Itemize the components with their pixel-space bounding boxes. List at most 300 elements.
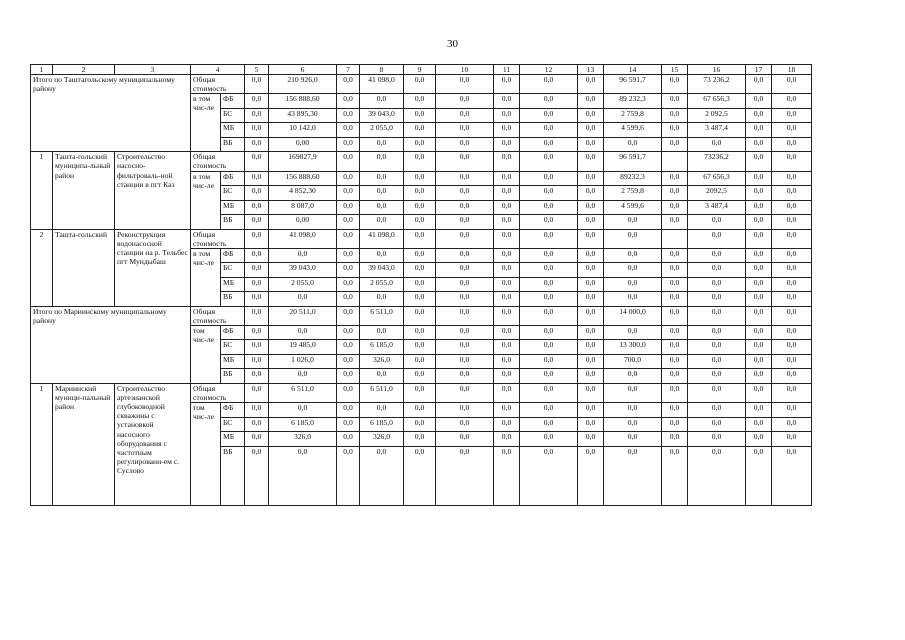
value-cell: 0,0 — [337, 325, 360, 340]
value-cell: 0,0 — [772, 277, 812, 292]
value-cell: 0,0 — [772, 354, 812, 369]
value-cell: 0,0 — [337, 215, 360, 230]
value-cell: 0,0 — [404, 123, 436, 138]
value-cell: 2 759,8 — [604, 108, 662, 123]
object-row — [31, 229, 812, 248]
value-cell: 0,0 — [662, 108, 688, 123]
value-cell: 67 656,3 — [688, 171, 746, 186]
value-cell: 0,0 — [520, 277, 578, 292]
value-cell: 0,0 — [520, 325, 578, 340]
value-cell: 0,0 — [337, 171, 360, 186]
value-cell: 0,0 — [404, 417, 436, 432]
value-cell: 0,0 — [245, 432, 269, 447]
page-number: 30 — [447, 38, 458, 50]
value-cell: 0,0 — [688, 306, 746, 325]
value-cell: 0,0 — [337, 403, 360, 418]
value-cell: 326,0 — [360, 432, 404, 447]
funding-source-code: МБ — [221, 432, 245, 447]
value-cell: 0,0 — [746, 263, 772, 278]
funding-source-code: ВБ — [221, 215, 245, 230]
value-cell: 0,0 — [494, 306, 520, 325]
value-cell: 0,0 — [662, 186, 688, 201]
value-cell: 0,0 — [337, 152, 360, 171]
value-cell: 0,0 — [245, 369, 269, 384]
value-cell: 0,00 — [269, 137, 337, 152]
value-cell: 0,0 — [520, 383, 578, 402]
value-cell: 0,0 — [404, 137, 436, 152]
value-cell: 0,0 — [746, 354, 772, 369]
value-cell: 0,0 — [578, 277, 604, 292]
value-cell: 0,0 — [404, 292, 436, 307]
value-cell: 0,0 — [360, 186, 404, 201]
including-label: в том чис-ле — [191, 171, 221, 229]
value-cell: 0,0 — [772, 200, 812, 215]
district-total-row — [31, 306, 812, 325]
value-cell: 6 185,0 — [360, 340, 404, 355]
value-cell: 0,0 — [688, 403, 746, 418]
value-cell: 0,0 — [772, 186, 812, 201]
value-cell: 0,0 — [404, 369, 436, 384]
value-cell: 0,0 — [245, 94, 269, 109]
value-cell: 0,0 — [245, 383, 269, 402]
budget-table — [30, 64, 812, 506]
value-cell: 2 759,8 — [604, 186, 662, 201]
value-cell: 0,0 — [360, 446, 404, 505]
value-cell: 0,0 — [337, 137, 360, 152]
value-cell: 3 487,4 — [688, 200, 746, 215]
value-cell: 0,0 — [662, 215, 688, 230]
value-cell: 0,0 — [662, 354, 688, 369]
value-cell: 0,0 — [662, 369, 688, 384]
value-cell: 0,0 — [245, 123, 269, 138]
value-cell: 0,0 — [746, 432, 772, 447]
value-cell: 0,0 — [604, 403, 662, 418]
funding-source-code: ФБ — [221, 94, 245, 109]
value-cell: 0,0 — [662, 123, 688, 138]
object-description: Строительство артезианской глубоководной скважины с установкой насосного оборудования с частотным регулировани-ем с. Суслово — [115, 383, 191, 505]
value-cell: 0,0 — [688, 325, 746, 340]
value-cell: 0,0 — [772, 152, 812, 171]
value-cell: 0,00 — [269, 215, 337, 230]
value-cell: 89 232,3 — [604, 94, 662, 109]
value-cell: 0,0 — [494, 325, 520, 340]
value-cell: 0,0 — [578, 171, 604, 186]
value-cell: 0,0 — [520, 137, 578, 152]
value-cell: 41 098,0 — [360, 75, 404, 94]
column-header: 6 — [269, 65, 337, 75]
value-cell: 0,0 — [337, 229, 360, 248]
value-cell: 0,0 — [662, 306, 688, 325]
value-cell: 0,0 — [662, 248, 688, 263]
value-cell: 0,0 — [436, 108, 494, 123]
value-cell: 0,0 — [662, 263, 688, 278]
column-header: 2 — [53, 65, 115, 75]
column-header: 18 — [772, 65, 812, 75]
value-cell: 0,0 — [520, 215, 578, 230]
value-cell: 0,0 — [520, 108, 578, 123]
value-cell: 0,0 — [494, 94, 520, 109]
value-cell: 0,0 — [772, 292, 812, 307]
district-total-row — [31, 75, 812, 94]
funding-source-code: ФБ — [221, 403, 245, 418]
value-cell: 0,0 — [772, 229, 812, 248]
value-cell: 0,0 — [746, 277, 772, 292]
value-cell: 0,0 — [772, 432, 812, 447]
value-cell: 0,0 — [404, 108, 436, 123]
value-cell: 0,0 — [746, 369, 772, 384]
value-cell: 0,0 — [662, 432, 688, 447]
object-district: Ташта-гольский муниципа-льный район — [53, 152, 115, 229]
column-header: 13 — [578, 65, 604, 75]
value-cell: 96 591,7 — [604, 152, 662, 171]
value-cell: 0,0 — [404, 229, 436, 248]
value-cell: 0,0 — [404, 432, 436, 447]
value-cell: 0,0 — [436, 123, 494, 138]
value-cell: 0,0 — [360, 171, 404, 186]
object-row — [31, 152, 812, 171]
value-cell: 0,0 — [245, 137, 269, 152]
value-cell: 0,0 — [404, 403, 436, 418]
column-header: 12 — [520, 65, 578, 75]
funding-source-code: БС — [221, 340, 245, 355]
funding-source-code: МБ — [221, 123, 245, 138]
value-cell: 0,0 — [436, 229, 494, 248]
value-cell: 0,0 — [404, 215, 436, 230]
value-cell: 0,0 — [746, 94, 772, 109]
value-cell: 0,0 — [578, 354, 604, 369]
value-cell: 0,0 — [494, 123, 520, 138]
value-cell: 0,0 — [337, 340, 360, 355]
value-cell: 0,0 — [662, 417, 688, 432]
value-cell: 0,0 — [337, 417, 360, 432]
object-district: Ташта-гольский — [53, 229, 115, 306]
object-number: 1 — [31, 152, 53, 229]
value-cell: 0,0 — [337, 277, 360, 292]
object-district: Мариинский муници-пальный район — [53, 383, 115, 505]
funding-source-code: БС — [221, 108, 245, 123]
value-cell: 0,0 — [604, 432, 662, 447]
value-cell: 0,0 — [772, 75, 812, 94]
funding-source-code: БС — [221, 263, 245, 278]
value-cell: 0,0 — [245, 417, 269, 432]
value-cell: 0,0 — [337, 354, 360, 369]
funding-source-code: ФБ — [221, 248, 245, 263]
object-description: Строительство насосно-фильтроваль-ной станции в пгт Каз — [115, 152, 191, 229]
value-cell: 2 055,0 — [269, 277, 337, 292]
value-cell: 0,0 — [688, 263, 746, 278]
value-cell: 0,0 — [520, 248, 578, 263]
value-cell: 0,0 — [404, 263, 436, 278]
value-cell: 0,0 — [494, 75, 520, 94]
value-cell: 0,0 — [746, 417, 772, 432]
value-cell: 67 656,3 — [688, 94, 746, 109]
value-cell: 0,0 — [772, 263, 812, 278]
value-cell: 0,0 — [404, 75, 436, 94]
value-cell: 0,0 — [436, 417, 494, 432]
value-cell: 0,0 — [772, 137, 812, 152]
value-cell: 6 511,0 — [360, 306, 404, 325]
value-cell: 0,0 — [578, 340, 604, 355]
value-cell: 0,0 — [746, 123, 772, 138]
value-cell: 0,0 — [772, 369, 812, 384]
value-cell: 0,0 — [662, 200, 688, 215]
value-cell: 0,0 — [494, 137, 520, 152]
value-cell: 0,0 — [520, 152, 578, 171]
value-cell: 0,0 — [662, 292, 688, 307]
including-label: в том чис-ле — [191, 94, 221, 152]
value-cell: 0,0 — [494, 417, 520, 432]
value-cell: 0,0 — [662, 137, 688, 152]
value-cell: 0,0 — [578, 137, 604, 152]
value-cell: 0,0 — [245, 229, 269, 248]
value-cell: 0,0 — [360, 403, 404, 418]
value-cell: 0,0 — [520, 417, 578, 432]
value-cell: 73 236,2 — [688, 75, 746, 94]
value-cell: 0,0 — [245, 403, 269, 418]
value-cell: 6 185,0 — [360, 417, 404, 432]
value-cell: 0,0 — [746, 306, 772, 325]
value-cell: 0,0 — [520, 75, 578, 94]
value-cell: 4 599,6 — [604, 123, 662, 138]
value-cell: 0,0 — [772, 383, 812, 402]
district-total-label: Итого по Таштагольскому муниципальному району — [31, 75, 191, 152]
value-cell: 2 055,0 — [360, 277, 404, 292]
value-cell: 0,0 — [604, 292, 662, 307]
value-cell: 0,0 — [404, 171, 436, 186]
value-cell: 0,0 — [436, 306, 494, 325]
value-cell: 0,0 — [662, 75, 688, 94]
funding-source-code: ВБ — [221, 446, 245, 505]
funding-source-code: МБ — [221, 200, 245, 215]
value-cell: 0,0 — [404, 152, 436, 171]
object-row — [31, 383, 812, 402]
value-cell: 0,0 — [746, 215, 772, 230]
value-cell: 0,0 — [337, 369, 360, 384]
value-cell: 0,0 — [578, 75, 604, 94]
value-cell: 0,0 — [662, 94, 688, 109]
value-cell: 0,0 — [494, 171, 520, 186]
funding-source-code: ВБ — [221, 292, 245, 307]
value-cell: 0,0 — [269, 403, 337, 418]
value-cell: 0,0 — [245, 248, 269, 263]
column-header: 8 — [360, 65, 404, 75]
value-cell: 0,0 — [746, 171, 772, 186]
value-cell: 19 485,0 — [269, 340, 337, 355]
value-cell: 20 511,0 — [269, 306, 337, 325]
value-cell: 0,0 — [436, 171, 494, 186]
value-cell: 0,0 — [494, 340, 520, 355]
value-cell: 326,0 — [269, 432, 337, 447]
value-cell: 0,0 — [436, 354, 494, 369]
value-cell: 6 511,0 — [269, 383, 337, 402]
value-cell: 0,0 — [494, 229, 520, 248]
value-cell: 41 098,0 — [360, 229, 404, 248]
value-cell: 0,0 — [436, 446, 494, 505]
value-cell: 0,0 — [269, 248, 337, 263]
column-header: 4 — [191, 65, 245, 75]
value-cell: 0,0 — [245, 306, 269, 325]
value-cell: 0,0 — [688, 248, 746, 263]
value-cell: 0,0 — [520, 306, 578, 325]
value-cell: 0,0 — [746, 75, 772, 94]
value-cell: 156 888,60 — [269, 94, 337, 109]
value-cell: 0,0 — [245, 200, 269, 215]
value-cell: 0,0 — [245, 325, 269, 340]
column-header: 15 — [662, 65, 688, 75]
value-cell: 0,0 — [436, 325, 494, 340]
value-cell: 0,0 — [436, 340, 494, 355]
value-cell: 0,0 — [578, 417, 604, 432]
value-cell: 0,0 — [578, 383, 604, 402]
value-cell: 0,0 — [337, 186, 360, 201]
object-number: 2 — [31, 229, 53, 306]
value-cell: 0,0 — [337, 383, 360, 402]
value-cell: 0,0 — [772, 215, 812, 230]
value-cell: 0,0 — [746, 186, 772, 201]
value-cell: 0,0 — [494, 186, 520, 201]
value-cell: 0,0 — [662, 340, 688, 355]
value-cell: 0,0 — [746, 108, 772, 123]
value-cell: 0,0 — [245, 152, 269, 171]
value-cell: 0,0 — [337, 94, 360, 109]
value-cell: 0,0 — [578, 248, 604, 263]
value-cell: 0,0 — [578, 325, 604, 340]
value-cell: 0,0 — [494, 292, 520, 307]
column-header: 10 — [436, 65, 494, 75]
value-cell: 8 087,0 — [269, 200, 337, 215]
value-cell: 0,0 — [578, 123, 604, 138]
column-header: 7 — [337, 65, 360, 75]
value-cell: 0,0 — [245, 277, 269, 292]
value-cell: 0,0 — [494, 215, 520, 230]
funding-source-code: ВБ — [221, 137, 245, 152]
value-cell: 2 092,5 — [688, 108, 746, 123]
district-total-label: Итого по Мариинскому муниципальному району — [31, 306, 191, 383]
column-header: 16 — [688, 65, 746, 75]
object-number: 1 — [31, 383, 53, 505]
value-cell: 0,0 — [520, 432, 578, 447]
value-cell: 0,0 — [688, 215, 746, 230]
value-cell: 0,0 — [662, 383, 688, 402]
value-cell: 0,0 — [404, 248, 436, 263]
value-cell: 0,0 — [688, 383, 746, 402]
value-cell: 0,0 — [578, 292, 604, 307]
value-cell: 0,0 — [337, 200, 360, 215]
value-cell: 0,0 — [436, 383, 494, 402]
funding-source-code: ФБ — [221, 325, 245, 340]
including-label: том чис-ле — [191, 325, 221, 383]
column-header: 14 — [604, 65, 662, 75]
value-cell: 0,0 — [494, 263, 520, 278]
value-cell — [662, 229, 688, 248]
including-label: в том чис-ле — [191, 248, 221, 306]
value-cell: 0,0 — [436, 152, 494, 171]
value-cell: 0,0 — [494, 152, 520, 171]
value-cell — [662, 152, 688, 171]
value-cell: 0,0 — [337, 306, 360, 325]
value-cell: 0,0 — [578, 263, 604, 278]
value-cell: 0,0 — [436, 369, 494, 384]
value-cell: 0,0 — [578, 306, 604, 325]
value-cell: 0,0 — [337, 432, 360, 447]
value-cell: 0,0 — [772, 340, 812, 355]
funding-source-code: БС — [221, 417, 245, 432]
value-cell: 0,0 — [269, 369, 337, 384]
value-cell: 0,0 — [772, 248, 812, 263]
value-cell: 0,0 — [404, 94, 436, 109]
column-header: 9 — [404, 65, 436, 75]
value-cell: 0,0 — [746, 325, 772, 340]
value-cell: 0,0 — [662, 446, 688, 505]
value-cell: 0,0 — [404, 325, 436, 340]
value-cell: 0,0 — [494, 248, 520, 263]
value-cell: 0,0 — [604, 383, 662, 402]
column-header: 17 — [746, 65, 772, 75]
value-cell: 0,0 — [688, 417, 746, 432]
value-cell: 0,0 — [245, 292, 269, 307]
value-cell: 0,0 — [520, 403, 578, 418]
value-cell: 0,0 — [746, 229, 772, 248]
value-cell: 0,0 — [578, 229, 604, 248]
value-cell: 0,0 — [688, 369, 746, 384]
value-cell: 0,0 — [520, 200, 578, 215]
value-cell: 0,0 — [604, 369, 662, 384]
value-cell: 0,0 — [360, 94, 404, 109]
funding-source-code: ФБ — [221, 171, 245, 186]
value-cell: 2 055,0 — [360, 123, 404, 138]
value-cell: 0,0 — [520, 229, 578, 248]
value-cell: 0,0 — [360, 200, 404, 215]
value-cell: 96 591,7 — [604, 75, 662, 94]
value-cell: 0,0 — [604, 263, 662, 278]
value-cell: 0,0 — [436, 277, 494, 292]
value-cell: 0,0 — [520, 354, 578, 369]
value-cell: 0,0 — [772, 171, 812, 186]
funding-source-code: МБ — [221, 354, 245, 369]
value-cell: 0,0 — [688, 229, 746, 248]
object-description: Реконструкция водонасосной станции на р. Тельбес пгт Мундыбаш — [115, 229, 191, 306]
value-cell: 0,0 — [404, 340, 436, 355]
cost-category-label: Общая стоимость — [191, 306, 245, 325]
value-cell: 73236,2 — [688, 152, 746, 171]
value-cell: 0,0 — [746, 383, 772, 402]
value-cell: 0,0 — [604, 446, 662, 505]
value-cell: 0,0 — [245, 263, 269, 278]
value-cell: 6 185,0 — [269, 417, 337, 432]
value-cell: 0,0 — [404, 383, 436, 402]
cost-category-label: Общая стоимость — [191, 383, 245, 402]
value-cell: 39 043,0 — [360, 108, 404, 123]
column-header: 1 — [31, 65, 53, 75]
value-cell: 0,0 — [360, 137, 404, 152]
value-cell: 0,0 — [520, 171, 578, 186]
value-cell: 0,0 — [436, 263, 494, 278]
value-cell: 89232,3 — [604, 171, 662, 186]
value-cell: 0,0 — [360, 369, 404, 384]
value-cell: 0,0 — [245, 108, 269, 123]
value-cell: 0,0 — [746, 137, 772, 152]
value-cell: 0,0 — [688, 292, 746, 307]
value-cell: 0,0 — [578, 369, 604, 384]
value-cell: 0,0 — [520, 292, 578, 307]
value-cell: 0,0 — [404, 186, 436, 201]
value-cell: 0,0 — [746, 340, 772, 355]
value-cell: 0,0 — [404, 277, 436, 292]
value-cell: 0,0 — [772, 123, 812, 138]
value-cell: 0,0 — [604, 229, 662, 248]
value-cell: 0,0 — [688, 277, 746, 292]
value-cell: 0,0 — [604, 137, 662, 152]
